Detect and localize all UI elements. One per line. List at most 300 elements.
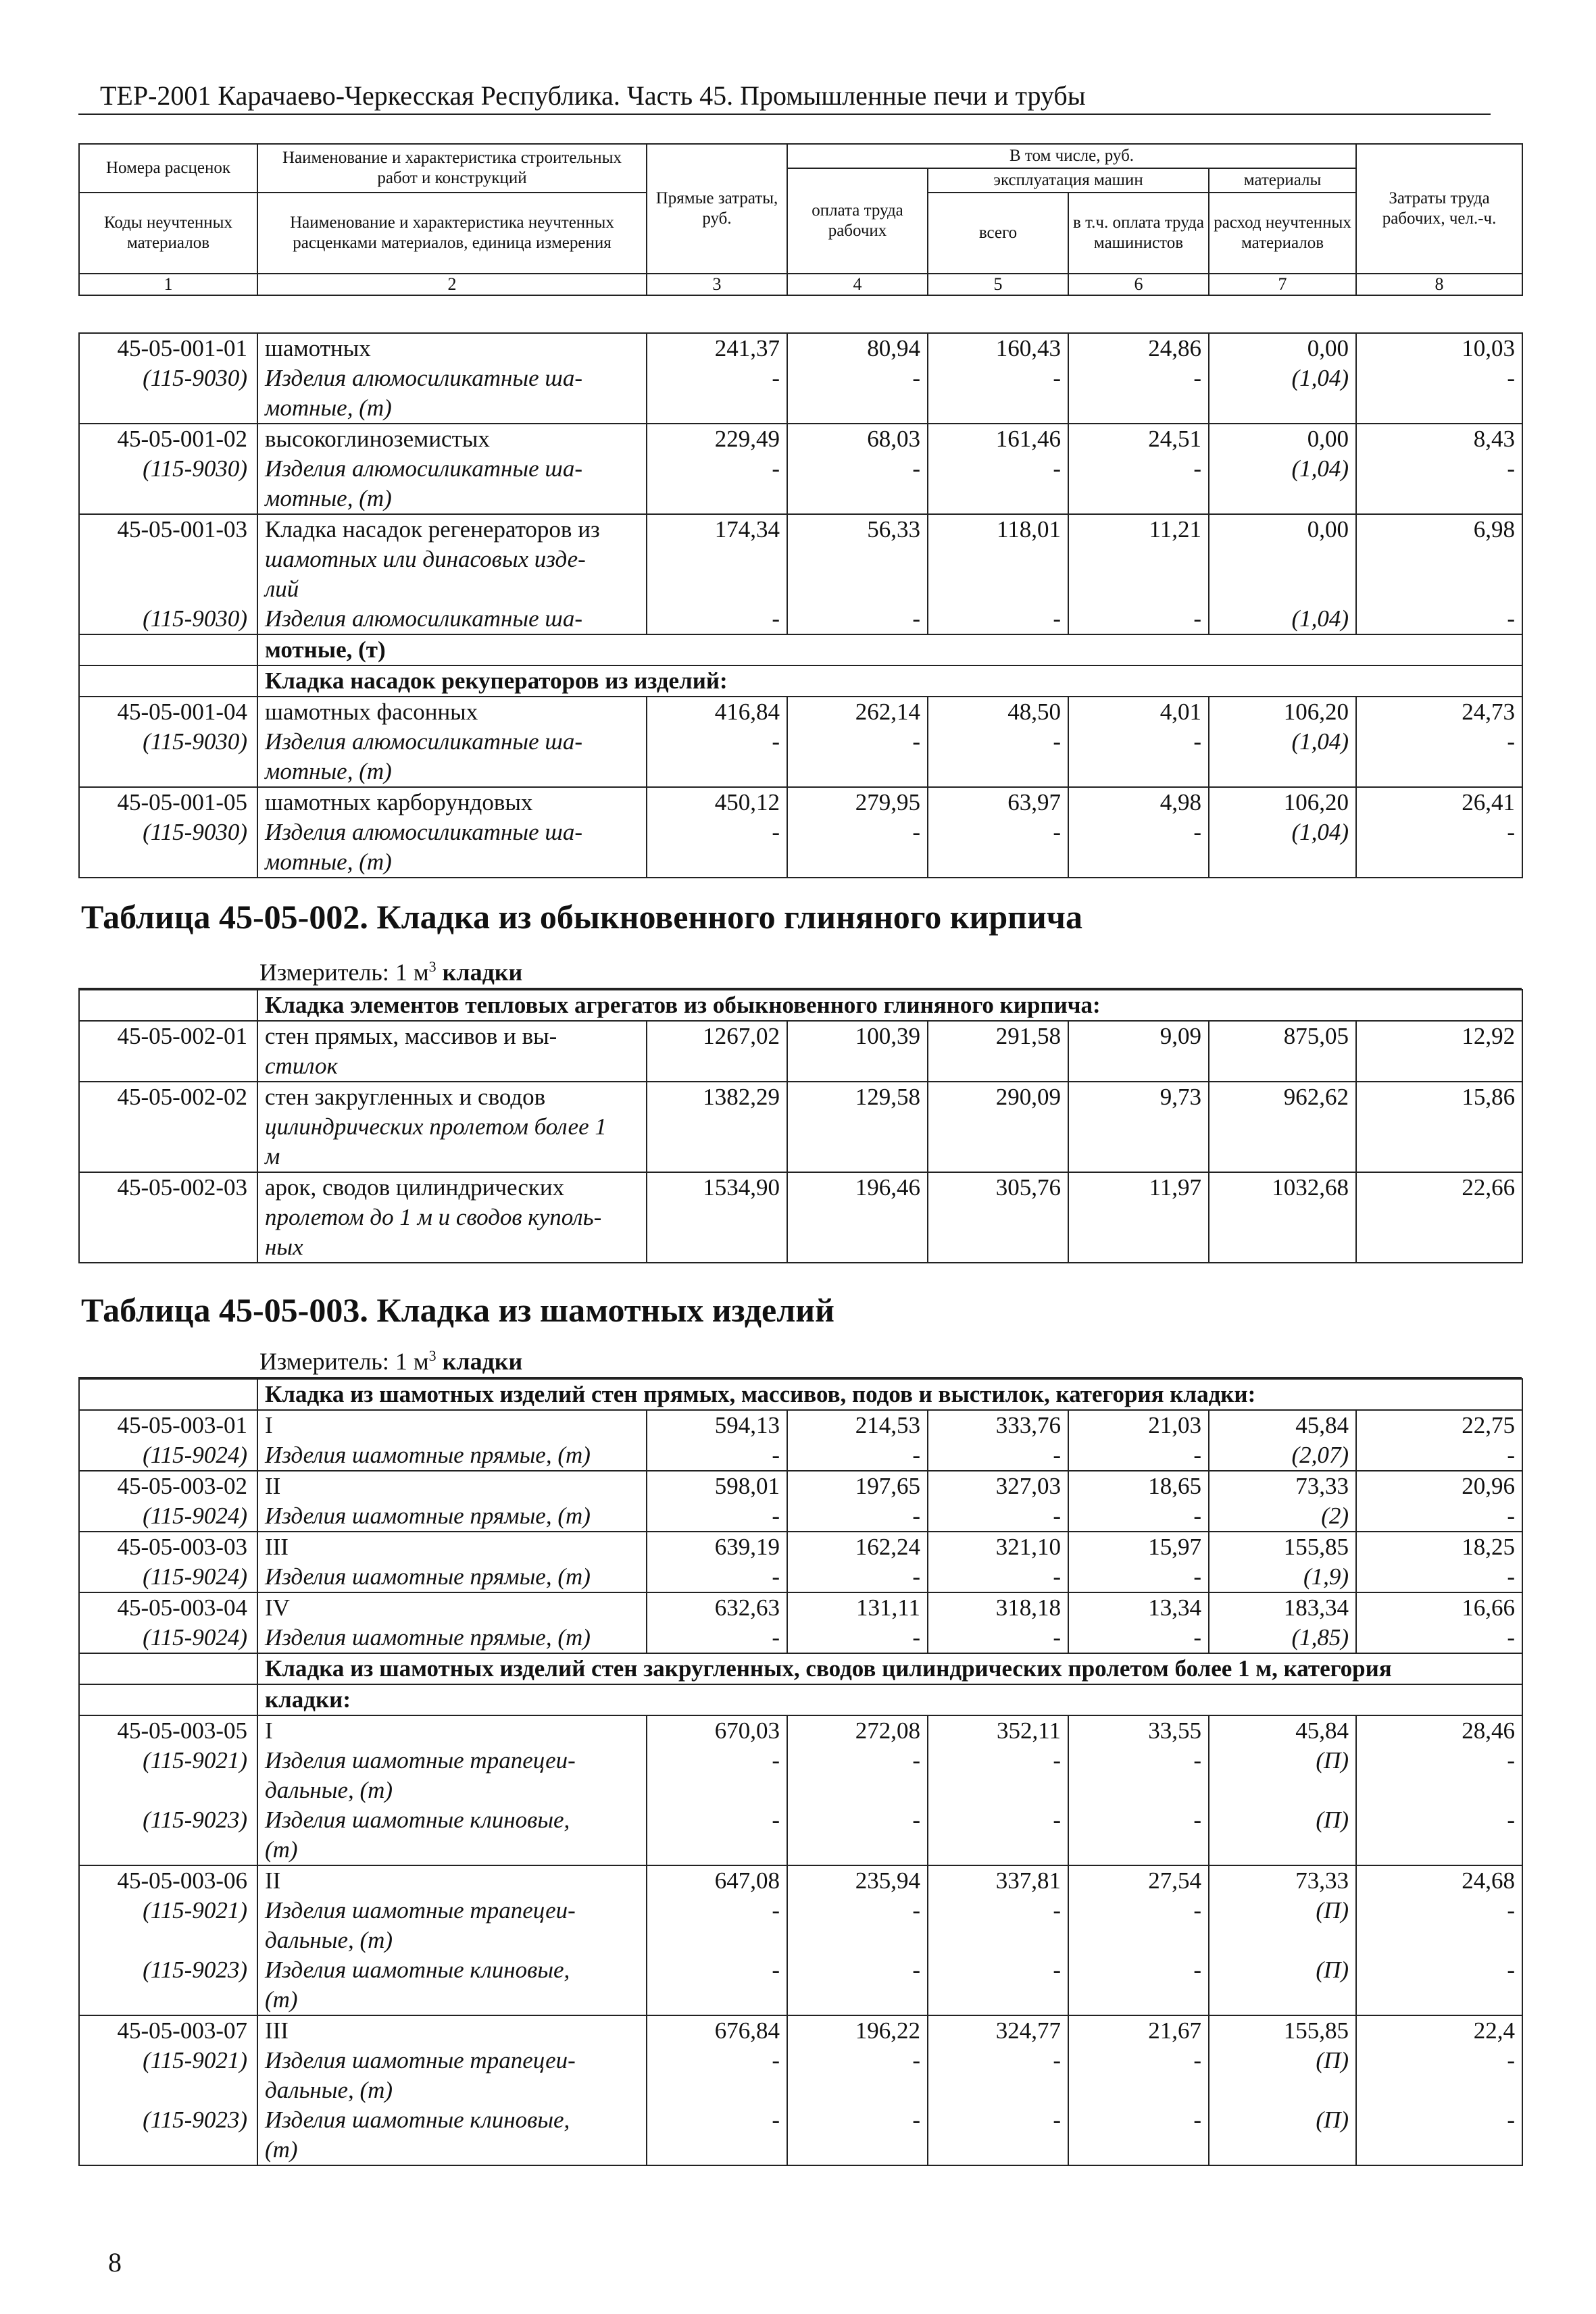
- direct-costs-cell: [647, 1051, 787, 1082]
- table-row: [79, 1172, 1522, 1203]
- labor-costs-cell: -: [1356, 363, 1522, 393]
- rate-code-cell: 45-05-002-02: [79, 1082, 257, 1112]
- rate-code-cell: 45-05-003-03: [79, 1532, 257, 1562]
- work-name-cell: I: [257, 1410, 647, 1440]
- labor-costs-cell: [1356, 1232, 1522, 1263]
- machinist-wages-cell: -: [1068, 363, 1209, 393]
- table-row: [79, 424, 1522, 454]
- worker-wages-cell: -: [787, 2046, 928, 2076]
- table-row: [79, 1896, 1522, 1926]
- machines-total-cell: [928, 1835, 1068, 1865]
- machines-total-cell: [928, 2135, 1068, 2165]
- worker-wages-cell: 272,08: [787, 1715, 928, 1746]
- machines-total-cell: -: [928, 454, 1068, 484]
- direct-costs-cell: -: [647, 1746, 787, 1776]
- work-name-cell: Изделия шамотные трапецеи-: [257, 1896, 647, 1926]
- labor-costs-cell: -: [1356, 1440, 1522, 1471]
- table-row: [79, 2105, 1522, 2135]
- materials-cell: [1209, 847, 1356, 878]
- table-row: [79, 990, 1522, 1021]
- table-row: [79, 1653, 1522, 1684]
- rate-code-cell: [79, 1926, 257, 1955]
- work-name-cell: Кладка насадок регенераторов из: [257, 514, 647, 545]
- direct-costs-cell: 594,13: [647, 1410, 787, 1440]
- machinist-wages-cell: 4,01: [1068, 697, 1209, 727]
- table-row: [79, 634, 1522, 665]
- work-name-cell: ных: [257, 1232, 647, 1263]
- machinist-wages-cell: [1068, 1835, 1209, 1865]
- direct-costs-cell: [647, 1835, 787, 1865]
- labor-costs-cell: -: [1356, 727, 1522, 757]
- worker-wages-cell: 100,39: [787, 1021, 928, 1051]
- work-name-cell: III: [257, 2015, 647, 2046]
- section-code-cell: [79, 1653, 257, 1684]
- page-number: 8: [108, 2247, 122, 2278]
- table-row: [79, 1835, 1522, 1865]
- direct-costs-cell: -: [647, 1955, 787, 1985]
- direct-costs-cell: 416,84: [647, 697, 787, 727]
- machines-total-cell: 160,43: [928, 333, 1068, 363]
- header-machines: эксплуатация машин: [928, 168, 1209, 193]
- rate-code-cell: 45-05-001-01: [79, 333, 257, 363]
- rate-code-cell: [79, 574, 257, 604]
- work-name-cell: Изделия алюмосиликатные ша-: [257, 818, 647, 847]
- worker-wages-cell: 68,03: [787, 424, 928, 454]
- materials-cell: [1209, 1203, 1356, 1232]
- work-name-cell: Изделия шамотные прямые, (т): [257, 1623, 647, 1653]
- table-row: [79, 1232, 1522, 1263]
- machines-total-cell: [928, 1985, 1068, 2015]
- machines-total-cell: [928, 1112, 1068, 1142]
- direct-costs-cell: [647, 757, 787, 787]
- worker-wages-cell: -: [787, 818, 928, 847]
- rate-code-cell: (115-9030): [79, 363, 257, 393]
- labor-costs-cell: [1356, 1203, 1522, 1232]
- labor-costs-cell: -: [1356, 604, 1522, 634]
- materials-cell: [1209, 1985, 1356, 2015]
- worker-wages-cell: -: [787, 604, 928, 634]
- machines-total-cell: -: [928, 2046, 1068, 2076]
- rate-code-cell: [79, 1051, 257, 1082]
- header-direct-costs: Прямые затраты, руб.: [647, 144, 787, 274]
- machinist-wages-cell: [1068, 1051, 1209, 1082]
- worker-wages-cell: 80,94: [787, 333, 928, 363]
- work-name-cell: высокоглиноземистых: [257, 424, 647, 454]
- table-row: [79, 2076, 1522, 2105]
- table-row: [79, 604, 1522, 634]
- materials-cell: [1209, 2135, 1356, 2165]
- labor-costs-cell: 6,98: [1356, 514, 1522, 545]
- table-row: [79, 1112, 1522, 1142]
- table-row: [79, 484, 1522, 514]
- worker-wages-cell: -: [787, 454, 928, 484]
- rate-code-cell: (115-9021): [79, 2046, 257, 2076]
- machines-total-cell: 291,58: [928, 1021, 1068, 1051]
- labor-costs-cell: -: [1356, 818, 1522, 847]
- work-name-cell: (т): [257, 2135, 647, 2165]
- header-col-number: 2: [257, 274, 647, 295]
- worker-wages-cell: 196,46: [787, 1172, 928, 1203]
- table-row: [79, 1082, 1522, 1112]
- direct-costs-cell: [647, 484, 787, 514]
- labor-costs-cell: 24,68: [1356, 1865, 1522, 1896]
- machinist-wages-cell: -: [1068, 1501, 1209, 1532]
- labor-costs-cell: [1356, 1051, 1522, 1082]
- machinist-wages-cell: -: [1068, 818, 1209, 847]
- rate-code-cell: 45-05-001-04: [79, 697, 257, 727]
- worker-wages-cell: -: [787, 363, 928, 393]
- direct-costs-cell: 1267,02: [647, 1021, 787, 1051]
- rate-code-cell: [79, 1835, 257, 1865]
- machinist-wages-cell: -: [1068, 2105, 1209, 2135]
- table-row: [79, 818, 1522, 847]
- labor-costs-cell: [1356, 1926, 1522, 1955]
- materials-cell: 0,00: [1209, 514, 1356, 545]
- worker-wages-cell: -: [787, 2105, 928, 2135]
- machinist-wages-cell: 9,09: [1068, 1021, 1209, 1051]
- header-including: В том числе, руб.: [787, 144, 1356, 168]
- machines-total-cell: 290,09: [928, 1082, 1068, 1112]
- direct-costs-cell: -: [647, 1501, 787, 1532]
- machines-total-cell: 333,76: [928, 1410, 1068, 1440]
- direct-costs-cell: 1382,29: [647, 1082, 787, 1112]
- worker-wages-cell: -: [787, 1896, 928, 1926]
- header-col-number: 7: [1209, 274, 1356, 295]
- machines-total-cell: [928, 1142, 1068, 1172]
- machines-total-cell: -: [928, 363, 1068, 393]
- direct-costs-cell: [647, 1112, 787, 1142]
- table-row: [79, 1410, 1522, 1440]
- machinist-wages-cell: 11,21: [1068, 514, 1209, 545]
- table-row: [79, 1955, 1522, 1985]
- table-row: [79, 1592, 1522, 1623]
- materials-cell: [1209, 1926, 1356, 1955]
- machinist-wages-cell: [1068, 1112, 1209, 1142]
- rate-code-cell: (115-9021): [79, 1746, 257, 1776]
- materials-cell: (2,07): [1209, 1440, 1356, 1471]
- materials-cell: [1209, 757, 1356, 787]
- worker-wages-cell: [787, 545, 928, 574]
- work-name-cell: стен закругленных и сводов: [257, 1082, 647, 1112]
- labor-costs-cell: [1356, 2135, 1522, 2165]
- direct-costs-cell: [647, 847, 787, 878]
- materials-cell: 1032,68: [1209, 1172, 1356, 1203]
- worker-wages-cell: [787, 1203, 928, 1232]
- direct-costs-cell: -: [647, 1562, 787, 1592]
- machines-total-cell: 337,81: [928, 1865, 1068, 1896]
- table-row: [79, 1684, 1522, 1715]
- work-name-cell: дальные, (т): [257, 1776, 647, 1805]
- table-row: [79, 1926, 1522, 1955]
- materials-cell: [1209, 2076, 1356, 2105]
- header-col-number: 5: [928, 274, 1068, 295]
- rate-code-cell: 45-05-003-02: [79, 1471, 257, 1501]
- materials-cell: (П): [1209, 2105, 1356, 2135]
- work-name-cell: Изделия алюмосиликатные ша-: [257, 454, 647, 484]
- machines-total-cell: -: [928, 604, 1068, 634]
- materials-cell: 45,84: [1209, 1715, 1356, 1746]
- rate-code-cell: (115-9024): [79, 1562, 257, 1592]
- direct-costs-cell: 647,08: [647, 1865, 787, 1896]
- direct-costs-cell: 670,03: [647, 1715, 787, 1746]
- table-row: [79, 1562, 1522, 1592]
- labor-costs-cell: 24,73: [1356, 697, 1522, 727]
- direct-costs-cell: -: [647, 454, 787, 484]
- machines-total-cell: [928, 757, 1068, 787]
- worker-wages-cell: 129,58: [787, 1082, 928, 1112]
- worker-wages-cell: [787, 1142, 928, 1172]
- machinist-wages-cell: [1068, 1926, 1209, 1955]
- machinist-wages-cell: [1068, 2076, 1209, 2105]
- labor-costs-cell: -: [1356, 1805, 1522, 1835]
- work-name-cell: Изделия шамотные прямые, (т): [257, 1501, 647, 1532]
- labor-costs-cell: 8,43: [1356, 424, 1522, 454]
- machinist-wages-cell: -: [1068, 727, 1209, 757]
- direct-costs-cell: 632,63: [647, 1592, 787, 1623]
- machines-total-cell: -: [928, 2105, 1068, 2135]
- rate-code-cell: [79, 2076, 257, 2105]
- work-name-cell: Изделия шамотные трапецеи-: [257, 2046, 647, 2076]
- work-name-cell: IV: [257, 1592, 647, 1623]
- labor-costs-cell: -: [1356, 2105, 1522, 2135]
- materials-cell: (1,9): [1209, 1562, 1356, 1592]
- running-header: ТЕР-2001 Карачаево-Черкесская Республика. Часть 45. Промышленные печи и трубы: [100, 80, 1086, 111]
- rate-code-cell: [79, 1985, 257, 2015]
- machines-total-cell: -: [928, 1746, 1068, 1776]
- machinist-wages-cell: 21,67: [1068, 2015, 1209, 2046]
- column-header-table: [78, 143, 1523, 296]
- table-row: [79, 1471, 1522, 1501]
- section-heading: кладки:: [257, 1684, 1522, 1715]
- table-row: [79, 787, 1522, 818]
- table-row: [79, 697, 1522, 727]
- machinist-wages-cell: -: [1068, 1955, 1209, 1985]
- worker-wages-cell: 279,95: [787, 787, 928, 818]
- table-003-unit: Измеритель: 1 $м^3$ кладки: [259, 1347, 523, 1375]
- worker-wages-cell: [787, 1776, 928, 1805]
- work-name-cell: м: [257, 1142, 647, 1172]
- work-name-cell: Изделия алюмосиликатные ша-: [257, 727, 647, 757]
- direct-costs-cell: [647, 1776, 787, 1805]
- work-name-cell: Изделия шамотные прямые, (т): [257, 1562, 647, 1592]
- rate-code-cell: (115-9023): [79, 1805, 257, 1835]
- direct-costs-cell: 676,84: [647, 2015, 787, 2046]
- header-col-number: 3: [647, 274, 787, 295]
- machinist-wages-cell: [1068, 1776, 1209, 1805]
- machines-total-cell: 324,77: [928, 2015, 1068, 2046]
- labor-costs-cell: [1356, 757, 1522, 787]
- direct-costs-cell: [647, 2076, 787, 2105]
- machinist-wages-cell: [1068, 1203, 1209, 1232]
- materials-cell: 875,05: [1209, 1021, 1356, 1051]
- labor-costs-cell: -: [1356, 1501, 1522, 1532]
- materials-cell: [1209, 1051, 1356, 1082]
- rate-code-cell: 45-05-003-05: [79, 1715, 257, 1746]
- section-code-cell: [79, 665, 257, 697]
- direct-costs-cell: [647, 393, 787, 424]
- materials-cell: (П): [1209, 1805, 1356, 1835]
- machinist-wages-cell: 27,54: [1068, 1865, 1209, 1896]
- worker-wages-cell: [787, 1835, 928, 1865]
- materials-cell: (1,04): [1209, 454, 1356, 484]
- table-row: [79, 333, 1522, 363]
- direct-costs-cell: -: [647, 2046, 787, 2076]
- worker-wages-cell: [787, 2135, 928, 2165]
- work-name-cell: мотные, (т): [257, 484, 647, 514]
- direct-costs-cell: [647, 1926, 787, 1955]
- work-name-cell: дальные, (т): [257, 2076, 647, 2105]
- rate-code-cell: [79, 1232, 257, 1263]
- labor-costs-cell: [1356, 1776, 1522, 1805]
- worker-wages-cell: [787, 484, 928, 514]
- materials-cell: 0,00: [1209, 333, 1356, 363]
- labor-costs-cell: 22,66: [1356, 1172, 1522, 1203]
- labor-costs-cell: [1356, 1112, 1522, 1142]
- machines-total-cell: 352,11: [928, 1715, 1068, 1746]
- direct-costs-cell: [647, 1985, 787, 2015]
- machines-total-cell: -: [928, 1562, 1068, 1592]
- labor-costs-cell: [1356, 574, 1522, 604]
- rate-code-cell: (115-9024): [79, 1440, 257, 1471]
- labor-costs-cell: [1356, 1142, 1522, 1172]
- labor-costs-cell: [1356, 393, 1522, 424]
- labor-costs-cell: 16,66: [1356, 1592, 1522, 1623]
- rate-code-cell: 45-05-001-05: [79, 787, 257, 818]
- machines-total-cell: [928, 545, 1068, 574]
- work-name-cell: шамотных карборундовых: [257, 787, 647, 818]
- rate-code-cell: [79, 1776, 257, 1805]
- work-name-cell: шамотных: [257, 333, 647, 363]
- labor-costs-cell: 10,03: [1356, 333, 1522, 363]
- table-row: [79, 1379, 1522, 1410]
- direct-costs-cell: [647, 2135, 787, 2165]
- materials-cell: (П): [1209, 2046, 1356, 2076]
- table-002-unit: Измеритель: 1 $м^3$ кладки: [259, 958, 523, 986]
- labor-costs-cell: -: [1356, 1955, 1522, 1985]
- table-row: [79, 1623, 1522, 1653]
- labor-costs-cell: -: [1356, 1562, 1522, 1592]
- header-machinists-wages: в т.ч. оплата труда машинистов: [1068, 193, 1209, 274]
- machinist-wages-cell: [1068, 545, 1209, 574]
- machinist-wages-cell: -: [1068, 1805, 1209, 1835]
- table-row: [79, 1440, 1522, 1471]
- header-codes-top: Номера расценок: [79, 144, 257, 193]
- rate-code-cell: (115-9023): [79, 2105, 257, 2135]
- worker-wages-cell: [787, 1985, 928, 2015]
- section-heading: Кладка элементов тепловых агрегатов из обыкновенного глиняного кирпича:: [257, 990, 1522, 1021]
- worker-wages-cell: [787, 1926, 928, 1955]
- machinist-wages-cell: -: [1068, 1623, 1209, 1653]
- work-name-cell: мотные, (т): [257, 847, 647, 878]
- machines-total-cell: -: [928, 1896, 1068, 1926]
- work-name-cell: Изделия шамотные клиновые,: [257, 1955, 647, 1985]
- worker-wages-cell: [787, 393, 928, 424]
- direct-costs-cell: -: [647, 727, 787, 757]
- work-name-cell: I: [257, 1715, 647, 1746]
- labor-costs-cell: 22,75: [1356, 1410, 1522, 1440]
- labor-costs-cell: [1356, 545, 1522, 574]
- machinist-wages-cell: [1068, 484, 1209, 514]
- work-name-cell: мотные, (т): [257, 393, 647, 424]
- section-heading: Кладка из шамотных изделий стен закругленных, сводов цилиндрических пролетом более 1 м, категория: [257, 1653, 1522, 1684]
- section-code-cell: [79, 990, 257, 1021]
- work-name-cell: дальные, (т): [257, 1926, 647, 1955]
- section-heading: Кладка насадок рекуператоров из изделий:: [257, 665, 1522, 697]
- rates-table-002: [78, 989, 1523, 1263]
- machines-total-cell: -: [928, 1623, 1068, 1653]
- section-code-cell: [79, 1684, 257, 1715]
- direct-costs-cell: [647, 1142, 787, 1172]
- machines-total-cell: -: [928, 1805, 1068, 1835]
- table-row: [79, 1776, 1522, 1805]
- worker-wages-cell: [787, 847, 928, 878]
- worker-wages-cell: 214,53: [787, 1410, 928, 1440]
- work-name-cell: Изделия шамотные клиновые,: [257, 2105, 647, 2135]
- table-row: [79, 2015, 1522, 2046]
- direct-costs-cell: 174,34: [647, 514, 787, 545]
- machines-total-cell: [928, 393, 1068, 424]
- labor-costs-cell: -: [1356, 454, 1522, 484]
- materials-cell: [1209, 545, 1356, 574]
- work-name-cell: II: [257, 1865, 647, 1896]
- rate-code-cell: 45-05-001-03: [79, 514, 257, 545]
- work-name-cell: Изделия шамотные прямые, (т): [257, 1440, 647, 1471]
- rate-code-cell: (115-9021): [79, 1896, 257, 1926]
- worker-wages-cell: [787, 1112, 928, 1142]
- materials-cell: (1,04): [1209, 727, 1356, 757]
- machines-total-cell: [928, 1776, 1068, 1805]
- machines-total-cell: -: [928, 1501, 1068, 1532]
- table-row: [79, 1021, 1522, 1051]
- section-heading: мотные, (т): [257, 634, 1522, 665]
- header-machines-total: всего: [928, 193, 1068, 274]
- machinist-wages-cell: [1068, 1142, 1209, 1172]
- machinist-wages-cell: -: [1068, 604, 1209, 634]
- machinist-wages-cell: 15,97: [1068, 1532, 1209, 1562]
- table-row: [79, 1501, 1522, 1532]
- machines-total-cell: [928, 574, 1068, 604]
- materials-cell: (П): [1209, 1746, 1356, 1776]
- header-name-bottom: Наименование и характеристика неучтенных расценками материалов, единица измерения: [257, 193, 647, 274]
- table-row: [79, 363, 1522, 393]
- table-row: [79, 2046, 1522, 2076]
- machinist-wages-cell: -: [1068, 1896, 1209, 1926]
- machinist-wages-cell: 33,55: [1068, 1715, 1209, 1746]
- work-name-cell: стен прямых, массивов и вы-: [257, 1021, 647, 1051]
- machines-total-cell: -: [928, 1955, 1068, 1985]
- machinist-wages-cell: [1068, 393, 1209, 424]
- header-rule: [78, 114, 1491, 115]
- machines-total-cell: -: [928, 727, 1068, 757]
- work-name-cell: стилок: [257, 1051, 647, 1082]
- labor-costs-cell: [1356, 847, 1522, 878]
- work-name-cell: Изделия алюмосиликатные ша-: [257, 363, 647, 393]
- direct-costs-cell: -: [647, 363, 787, 393]
- rate-code-cell: [79, 484, 257, 514]
- direct-costs-cell: -: [647, 1896, 787, 1926]
- materials-cell: [1209, 1142, 1356, 1172]
- machines-total-cell: -: [928, 1440, 1068, 1471]
- machinist-wages-cell: 18,65: [1068, 1471, 1209, 1501]
- table-row: [79, 545, 1522, 574]
- worker-wages-cell: -: [787, 1955, 928, 1985]
- rate-code-cell: [79, 2135, 257, 2165]
- materials-cell: [1209, 393, 1356, 424]
- materials-cell: (1,85): [1209, 1623, 1356, 1653]
- header-col-number: 6: [1068, 274, 1209, 295]
- work-name-cell: Изделия шамотные клиновые,: [257, 1805, 647, 1835]
- worker-wages-cell: -: [787, 1501, 928, 1532]
